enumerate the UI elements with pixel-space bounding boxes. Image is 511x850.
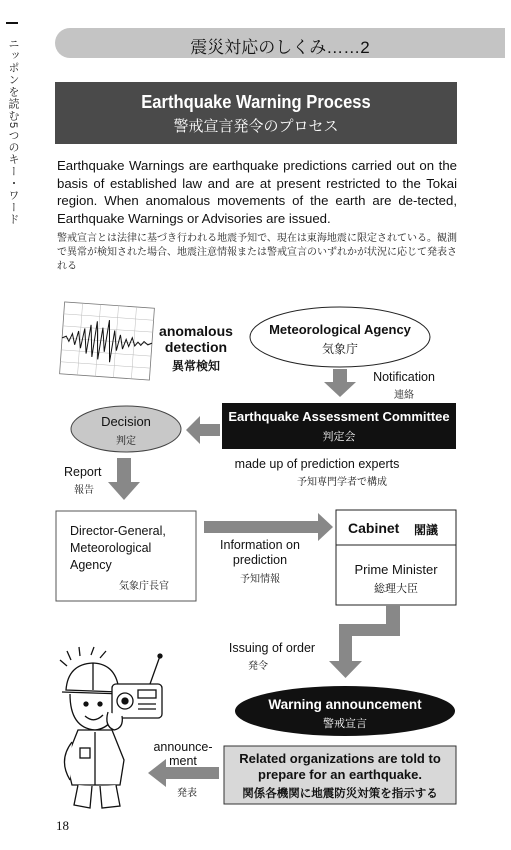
page-title-en: Earthquake Warning Process xyxy=(141,92,371,112)
announcement-label: announce- ment xyxy=(153,740,213,768)
cabinet-label: Cabinet xyxy=(348,520,400,536)
committee-label: Earthquake Assessment Committee xyxy=(228,409,450,424)
anomalous-label-jp: 異常検知 xyxy=(171,359,220,373)
made-up-label: made up of prediction experts xyxy=(234,457,400,471)
made-up-label-jp: 予知専門学者で構成 xyxy=(297,477,387,488)
report-label-jp: 報告 xyxy=(74,485,94,496)
intro-paragraph-en: Earthquake Warnings are earthquake predictions carried out on the basis of established law and are at present restricted to the Tokai region. When anomalous movements of the earth are de-tected, Earthquake Warnings or Advisories are issued. xyxy=(57,158,457,226)
section-header: 震災対応のしくみ……2 xyxy=(190,38,370,57)
warning-label-jp: 警戒宣言 xyxy=(323,718,367,730)
seismograph-icon xyxy=(60,302,155,380)
announcement-label-jp: 発表 xyxy=(177,788,197,799)
issuing-label: Issuing of order xyxy=(228,641,316,655)
committee-label-jp: 判定会 xyxy=(322,431,356,443)
director-label-jp: 気象庁長官 xyxy=(119,581,169,592)
page-number: 18 xyxy=(56,818,69,833)
anomalous-label: anomalous detection xyxy=(159,323,233,355)
decision-label-jp: 判定 xyxy=(116,436,136,447)
sidebar-running-title: ニッポンを読む5つのキー・ワード xyxy=(7,38,19,226)
decision-label: Decision xyxy=(101,414,151,429)
arrow-director-to-cabinet xyxy=(204,513,333,541)
issuing-label-jp: 発令 xyxy=(248,661,268,672)
notification-label: Notification xyxy=(373,370,435,384)
director-label: Director-General, Meteorological Agency xyxy=(70,524,166,572)
arrow-cabinet-to-warning xyxy=(329,605,400,678)
info-label: Information on prediction xyxy=(220,538,300,567)
warning-label: Warning announcement xyxy=(268,697,422,712)
page-title-jp: 警戒宣言発令のプロセス xyxy=(173,118,339,135)
intro-paragraph-jp: 警戒宣言とは法律に基づき行われる地震予知で、現在は東海地震に限定されている。観測で異常が検知された場合、地震注意情報または警戒宣言のいずれかが状況に応じて発表される xyxy=(57,233,457,272)
related-label-jp: 関係各機関に地震防災対策を指示する xyxy=(242,788,438,800)
pm-label-jp: 総理大臣 xyxy=(374,583,418,595)
arrow-committee-to-decision xyxy=(186,416,220,444)
pm-label: Prime Minister xyxy=(354,562,438,577)
announcer-person-illustration xyxy=(60,647,162,808)
cabinet-label-jp: 閣議 xyxy=(414,523,439,537)
arrow-agency-to-committee xyxy=(324,369,356,397)
info-label-jp: 予知情報 xyxy=(240,574,280,585)
arrow-decision-to-director xyxy=(108,458,140,500)
report-label: Report xyxy=(64,465,102,479)
notification-label-jp: 連絡 xyxy=(394,390,414,401)
meteorological-agency-node xyxy=(250,307,430,367)
related-label: Related organizations are told to prepare for an earthquake. xyxy=(239,751,441,782)
met-agency-label-jp: 気象庁 xyxy=(321,342,358,356)
met-agency-label: Meteorological Agency xyxy=(269,322,411,337)
